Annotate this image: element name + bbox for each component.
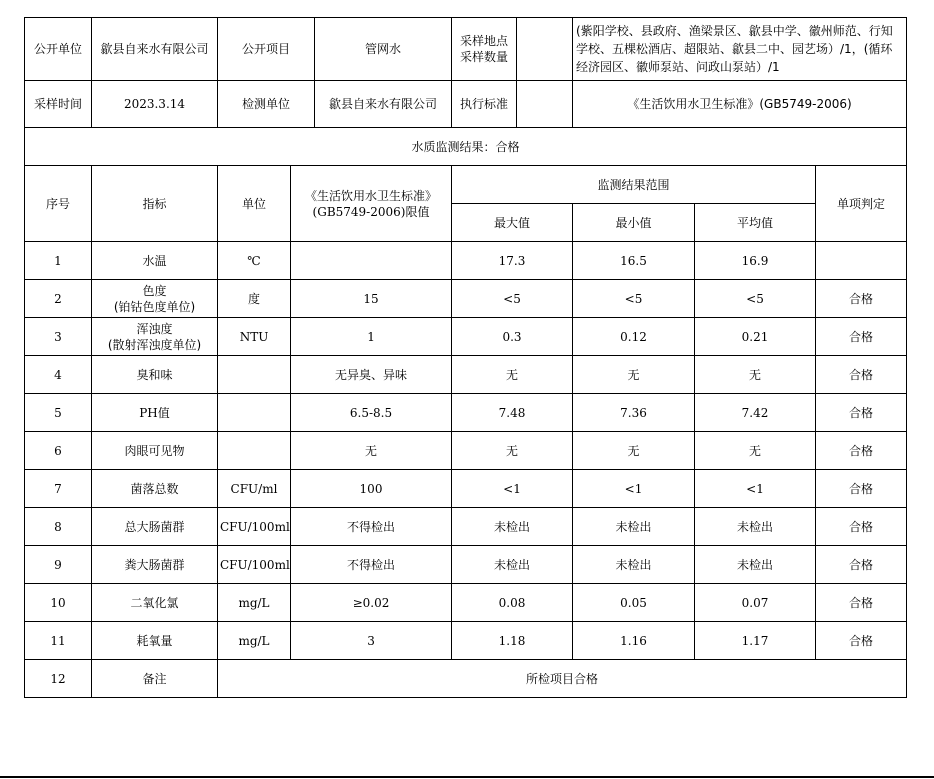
row-avg: 未检出 (695, 508, 816, 546)
row-limit: 1 (291, 318, 452, 356)
header-row-2 (25, 81, 907, 128)
disclosure-item-label: 公开项目 (218, 18, 315, 80)
result-summary: 水质监测结果：合格 (25, 128, 907, 166)
disclosure-unit-label: 公开单位 (25, 18, 92, 81)
header-row-1 (25, 18, 907, 81)
row-min: 未检出 (573, 546, 695, 584)
row-name-main: 浑浊度 (136, 321, 173, 336)
row-no: 2 (25, 280, 92, 318)
row-min: 未检出 (573, 508, 695, 546)
row-limit: 不得检出 (291, 546, 452, 584)
remark-text: 所检项目合格 (218, 660, 907, 698)
row-max: 7.48 (452, 394, 573, 432)
table-row (25, 470, 907, 508)
row-judge: 合格 (816, 622, 907, 660)
row-no: 5 (25, 394, 92, 432)
row-no: 4 (25, 356, 92, 394)
row-unit: mg/L (218, 584, 291, 622)
row-max: 0.08 (452, 584, 573, 622)
standard-cell (452, 81, 573, 128)
table-row (25, 508, 907, 546)
standard-value: 《生活饮用水卫生标准》(GB5749-2006) (573, 81, 907, 128)
row-avg: 无 (695, 356, 816, 394)
sampling-locations: (紫阳学校、县政府、渔梁景区、歙县中学、徽州师范、行知学校、五棵松酒店、超限站、歙县二中、园艺场）/1，(循环经济园区、徽师泵站、问政山泵站）/1 (573, 18, 907, 81)
row-name: PH值 (92, 394, 218, 432)
row-max: <5 (452, 280, 573, 318)
row-max: 无 (452, 432, 573, 470)
row-no: 10 (25, 584, 92, 622)
table-row (25, 356, 907, 394)
col-index: 序号 (25, 166, 92, 242)
row-unit: CFU/100ml (218, 508, 291, 546)
row-unit (218, 432, 291, 470)
row-name-main: 水温 (142, 253, 167, 268)
sampling-cell (452, 18, 573, 81)
row-min: 1.16 (573, 622, 695, 660)
testing-unit-cell (218, 81, 452, 128)
table-body (25, 18, 907, 698)
row-judge: 合格 (816, 280, 907, 318)
row-max: <1 (452, 470, 573, 508)
row-min: <1 (573, 470, 695, 508)
row-name: 粪大肠菌群 (92, 546, 218, 584)
row-name-sub: (铂钴色度单位) (113, 299, 196, 314)
sampling-time-label: 采样时间 (25, 81, 92, 128)
row-judge: 合格 (816, 356, 907, 394)
row-avg: 0.21 (695, 318, 816, 356)
table-row (25, 280, 907, 318)
row-min: 无 (573, 432, 695, 470)
row-judge: 合格 (816, 432, 907, 470)
row-avg: 16.9 (695, 242, 816, 280)
row-no: 8 (25, 508, 92, 546)
row-avg: <5 (695, 280, 816, 318)
row-unit: CFU/100ml (218, 546, 291, 584)
table-row (25, 242, 907, 280)
row-no: 7 (25, 470, 92, 508)
row-no: 3 (25, 318, 92, 356)
col-range: 监测结果范围 (452, 166, 816, 204)
col-min: 最小值 (573, 204, 695, 242)
row-limit: ≥0.02 (291, 584, 452, 622)
testing-unit-label: 检测单位 (218, 81, 315, 127)
row-unit: 度 (218, 280, 291, 318)
table-row (25, 546, 907, 584)
water-quality-table (24, 17, 907, 698)
row-unit: mg/L (218, 622, 291, 660)
row-name: 肉眼可见物 (92, 432, 218, 470)
row-judge: 合格 (816, 318, 907, 356)
row-no: 11 (25, 622, 92, 660)
result-summary-row (25, 128, 907, 166)
remark-row (25, 660, 907, 698)
row-min: 0.12 (573, 318, 695, 356)
row-unit: NTU (218, 318, 291, 356)
row-name (92, 318, 218, 356)
table-row (25, 318, 907, 356)
table-row (25, 584, 907, 622)
row-judge: 合格 (816, 584, 907, 622)
row-avg: 7.42 (695, 394, 816, 432)
table-row (25, 622, 907, 660)
col-indicator: 指标 (92, 166, 218, 242)
row-avg: 未检出 (695, 546, 816, 584)
col-unit: 单位 (218, 166, 291, 242)
row-judge (816, 242, 907, 280)
row-max: 0.3 (452, 318, 573, 356)
standard-label: 执行标准 (452, 81, 517, 127)
row-name: 耗氧量 (92, 622, 218, 660)
row-judge: 合格 (816, 470, 907, 508)
row-max: 无 (452, 356, 573, 394)
row-unit: ℃ (218, 242, 291, 280)
row-limit: 不得检出 (291, 508, 452, 546)
row-avg: 0.07 (695, 584, 816, 622)
col-avg: 平均值 (695, 204, 816, 242)
row-no: 9 (25, 546, 92, 584)
disclosure-item-cell (218, 18, 452, 81)
column-header-row-1 (25, 166, 907, 204)
sampling-time-value: 2023.3.14 (92, 81, 218, 128)
disclosure-item-value: 管网水 (365, 42, 402, 56)
row-judge: 合格 (816, 394, 907, 432)
sampling-label (452, 18, 517, 80)
row-max: 未检出 (452, 546, 573, 584)
row-limit: 100 (291, 470, 452, 508)
col-limit-line1: 《生活饮用水卫生标准》 (305, 188, 438, 203)
row-name (92, 242, 218, 280)
row-limit: 6.5-8.5 (291, 394, 452, 432)
row-name: 菌落总数 (92, 470, 218, 508)
col-max: 最大值 (452, 204, 573, 242)
row-limit: 15 (291, 280, 452, 318)
remark-label: 备注 (92, 660, 218, 698)
row-unit (218, 394, 291, 432)
row-max: 未检出 (452, 508, 573, 546)
row-min: 0.05 (573, 584, 695, 622)
row-name (92, 280, 218, 318)
row-limit: 无 (291, 432, 452, 470)
row-no: 6 (25, 432, 92, 470)
row-unit: CFU/ml (218, 470, 291, 508)
row-name: 二氧化氯 (92, 584, 218, 622)
row-limit: 无异臭、异味 (291, 356, 452, 394)
table-row (25, 432, 907, 470)
row-no: 1 (25, 242, 92, 280)
row-avg: 1.17 (695, 622, 816, 660)
row-avg: 无 (695, 432, 816, 470)
col-judgement: 单项判定 (816, 166, 907, 242)
testing-unit-value: 歙县自来水有限公司 (329, 97, 438, 111)
row-min: 16.5 (573, 242, 695, 280)
row-min: 7.36 (573, 394, 695, 432)
page-bottom-rule (0, 776, 934, 778)
row-judge: 合格 (816, 508, 907, 546)
row-max: 1.18 (452, 622, 573, 660)
table-row (25, 394, 907, 432)
sampling-label-line2: 采样数量 (460, 50, 509, 64)
row-judge: 合格 (816, 546, 907, 584)
row-avg: <1 (695, 470, 816, 508)
col-limit (291, 166, 452, 242)
row-limit: 3 (291, 622, 452, 660)
row-min: <5 (573, 280, 695, 318)
col-limit-line2: (GB5749-2006)限值 (312, 204, 430, 219)
row-name-sub: (散射浑浊度单位) (107, 337, 202, 352)
disclosure-unit-value: 歙县自来水有限公司 (92, 18, 218, 81)
remark-no: 12 (25, 660, 92, 698)
sampling-label-line1: 采样地点 (460, 34, 509, 48)
row-max: 17.3 (452, 242, 573, 280)
row-name: 总大肠菌群 (92, 508, 218, 546)
row-min: 无 (573, 356, 695, 394)
row-limit (291, 242, 452, 280)
row-name-main: 色度 (142, 283, 167, 298)
row-name: 臭和味 (92, 356, 218, 394)
row-unit (218, 356, 291, 394)
